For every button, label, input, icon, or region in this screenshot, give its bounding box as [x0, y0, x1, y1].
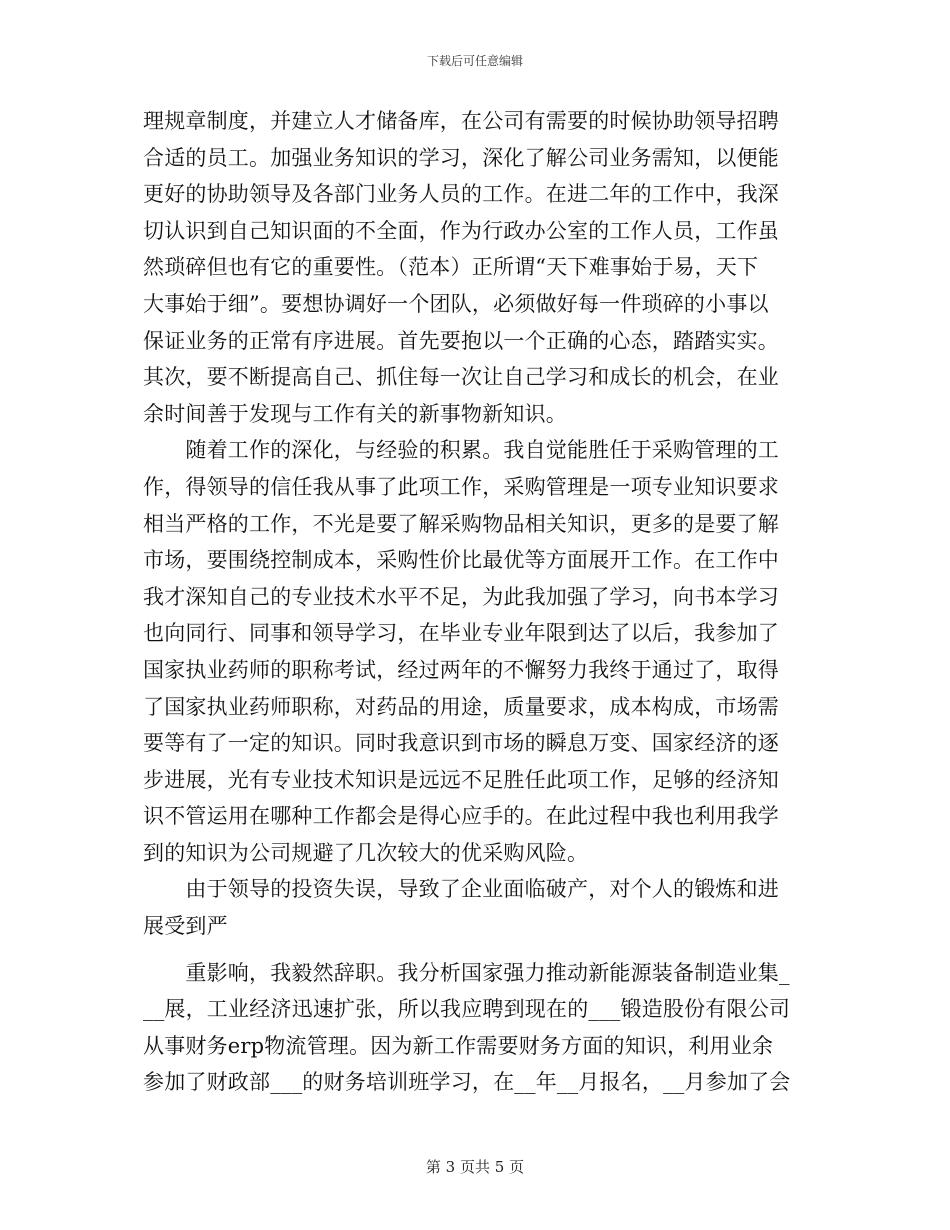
- document-body: [143, 103, 815, 1101]
- text-line: 大事始于细”。要想协调好一个团队，必须做好每一件琐碎的小事以: [143, 291, 769, 316]
- text-line: 更好的协助领导及各部门业务人员的工作。在进二年的工作中，我深: [143, 182, 779, 207]
- text-line: 其次，要不断提高自己、抓住每一次让自己学习和成长的机会，在业: [143, 365, 779, 390]
- text-line: 相当严格的工作，不光是要了解采购物品相关知识，更多的是要了解: [143, 511, 779, 536]
- text-line: 也向同行、同事和领导学习，在毕业专业年限到达了以后，我参加了: [143, 621, 779, 646]
- text-line: 随着工作的深化，与经验的积累。我自觉能胜任于采购管理的工: [143, 438, 779, 463]
- text-line: 国家执业药师的职称考试，经过两年的不懈努力我终于通过了，取得: [143, 657, 779, 682]
- text-line: 合适的员工。加强业务知识的学习，深化了解公司业务需知，以便能: [143, 145, 779, 170]
- page-header: 下载后可任意编辑: [426, 54, 523, 68]
- text-line: 重影响，我毅然辞职。我分析国家强力推动新能源装备制造业集_: [143, 960, 790, 985]
- text-line: 步进展，光有专业技术知识是远远不足胜任此项工作，足够的经济知: [143, 767, 779, 792]
- text-line: 市场，要围绕控制成本，采购性价比最优等方面展开工作。在工作中: [143, 548, 779, 573]
- text-line: 要等有了一定的知识。同时我意识到市场的瞬息万变、国家经济的逐: [143, 731, 779, 756]
- text-line: 然琐碎但也有它的重要性。（范本）正所谓“天下难事始于易，天下: [143, 255, 759, 280]
- text-line: 我才深知自己的专业技术水平不足，为此我加强了学习，向书本学习: [143, 584, 779, 609]
- text-line: 从事财务erp物流管理。因为新工作需要财务方面的知识，利用业余: [143, 1033, 774, 1058]
- text-line: 余时间善于发现与工作有关的新事物新知识。: [143, 401, 567, 426]
- text-line: 保证业务的正常有序进展。首先要抱以一个正确的心态，踏踏实实。: [143, 328, 779, 353]
- text-line: 到的知识为公司规避了几次较大的优采购风险。: [143, 840, 589, 865]
- text-line: 参加了财政部___的财务培训班学习，在__年__月报名，__月参加了会: [143, 1070, 791, 1095]
- text-line: 识不管运用在哪种工作都会是得心应手的。在此过程中我也利用我学: [143, 804, 779, 829]
- text-line: 切认识到自己知识面的不全面，作为行政办公室的工作人员，工作虽: [143, 218, 779, 243]
- text-line: 由于领导的投资失误，导致了企业面临破产，对个人的锻炼和进: [143, 877, 779, 902]
- text-line: 作，得领导的信任我从事了此项工作，采购管理是一项专业知识要求: [143, 474, 779, 499]
- text-line: 理规章制度，并建立人才储备库，在公司有需要的时候协助领导招聘: [143, 109, 779, 133]
- paragraph-gap: [143, 945, 815, 955]
- page-number: 第 3 页共 5 页: [425, 1158, 525, 1176]
- text-line: __展，工业经济迅速扩张，所以我应聘到现在的___锻造股份有限公司: [143, 997, 791, 1022]
- text-line: 了国家执业药师职称，对药品的用途，质量要求，成本构成，市场需: [143, 694, 779, 719]
- text-line: 展受到严: [143, 914, 228, 939]
